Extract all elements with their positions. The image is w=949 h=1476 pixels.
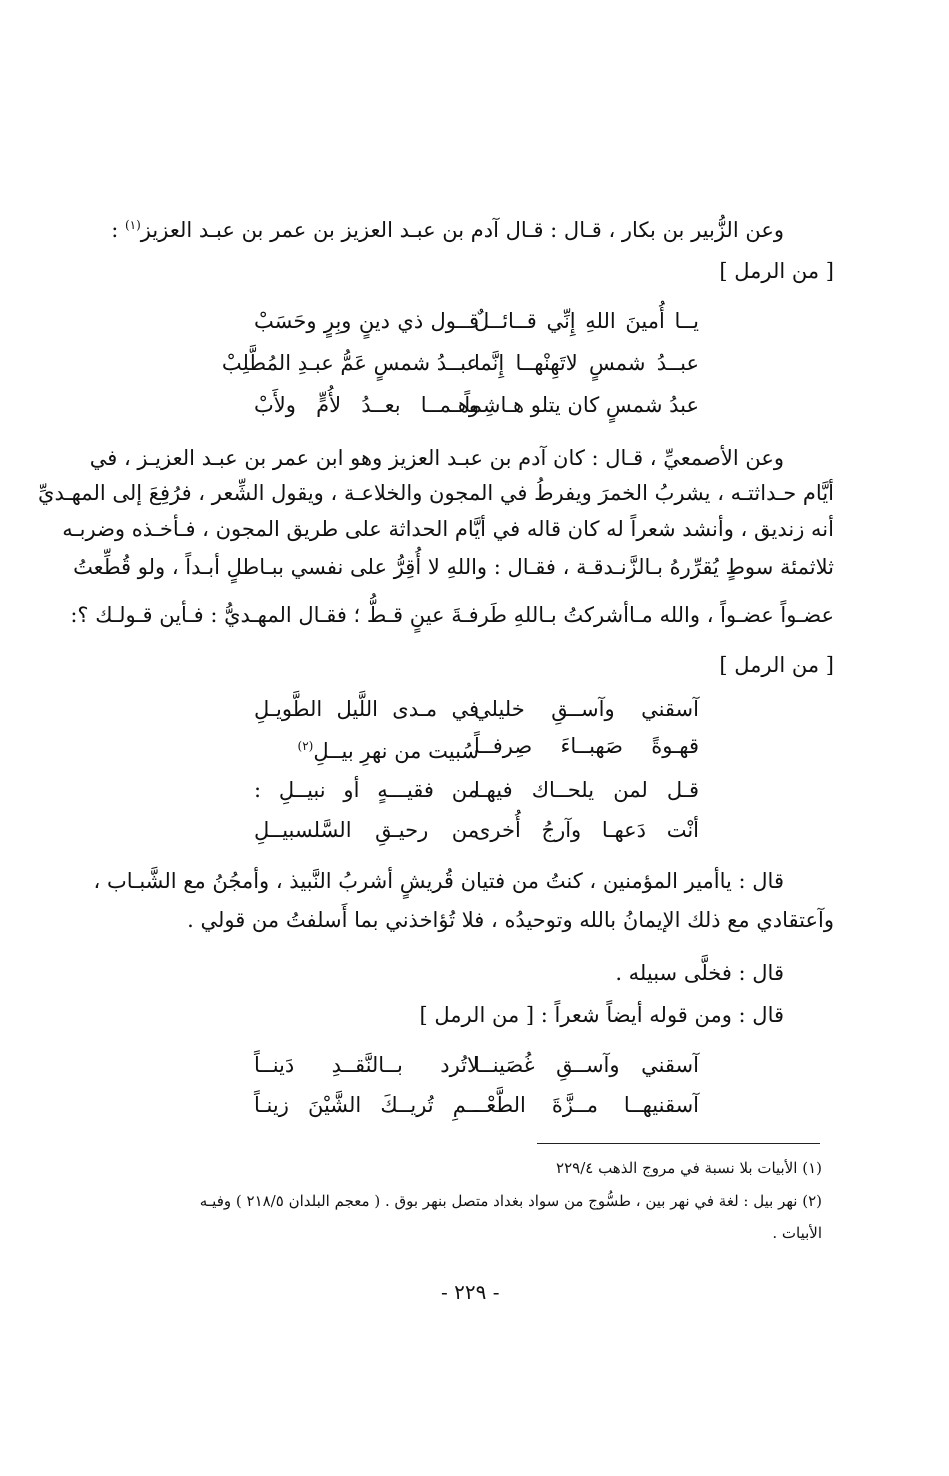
- poem2-hemistich-first: قـل لمن يلحــاك فيهـا: [474, 778, 699, 802]
- poem2-hemistich-second: من رحيـقِ السَّلسبيــلِ: [254, 818, 479, 842]
- poem3-hemistich-second: لاتُرد بــالنَّقــدِ دَينــاً: [254, 1053, 479, 1077]
- poem1-hemistich-second: قــول ذي دينٍ وبِرٍ وحَسَبْ: [254, 309, 479, 333]
- paragraph2-line: ثلاثمئة سوطٍ يُقرِّرهُ بـالزَّنـدقـة ، فقـال : واللهِ لا أُقِرُّ على نفسي ببـاطلٍ أبـداً ، ولو قُطِّعتُ: [73, 555, 834, 579]
- footnote-2: (٢) نهر بيل : لغة في نهر بين ، طسُّوج من سواد بغداد متصل بنهر بوق . ( معجم البلدان ٢١٨/٥ ) وفيـه: [199, 1192, 822, 1210]
- page-number: - ٢٢٩ -: [441, 1280, 500, 1304]
- release-line: قال : فخلَّى سبيله .: [615, 961, 784, 985]
- poem2-hemistich-second: [254, 731, 479, 766]
- poem2-hemistich-first: أنْت دَعهـا وآرجُ أُخرى: [474, 818, 699, 842]
- paragraph1-colon: :: [111, 218, 125, 242]
- poem3-hemistich-first: آسقنيهــا مــزَّةَ الطَّعْــ: [474, 1093, 699, 1117]
- paragraph2-line: وعن الأصمعيِّ ، قـال : كان آدم بن عبـد العزيز وهو ابن عمر بن عبـد العزيـز ، في: [89, 446, 784, 470]
- poem1-hemistich-first: عبــدُ شمسٍ لاتَهِنْهــا إِنَّما: [474, 351, 699, 375]
- poem3-hemistich-first: آسقني وآســقِ غُصَينــا: [474, 1053, 699, 1077]
- poem2-hemistich-first: آسقني وآســقِ خليلي: [474, 697, 699, 721]
- footnote-marker-2: (٢): [297, 739, 314, 753]
- footnote-marker-1: (١): [124, 218, 141, 232]
- paragraph2-line: عضـواً عضـواً ، والله مـاأشركتُ بـاللهِ طَرفـةَ عينٍ قـطُّ ؛ فقـال المهـديُّ : فـأين قـولـك ؟:: [70, 603, 834, 627]
- poem2-hemistich-first: قهـوةً صَهبــاءَ صِرفــاً: [474, 734, 699, 758]
- paragraph1-text: وعن الزُّبير بن بكار ، قـال : قـال آدم بن عبـد العزيز بن عمر بن عبـد العزيز: [140, 218, 784, 242]
- meter-label-1: [ من الرمل ]: [719, 259, 834, 283]
- poem1-hemistich-first: يــا أُمينَ اللهِ إِنِّي قــائــلٌ: [474, 309, 699, 333]
- poem2-verse-text: سُبيت من نهرِ بيــلِ: [313, 739, 479, 763]
- footnote-1: (١) الأبيات بلا نسبة في مروج الذهب ٢٢٩/٤: [556, 1159, 822, 1177]
- poem2-hemistich-second: في مـدى اللَّيل الطَّويـلِ: [254, 697, 479, 721]
- poem1-hemistich-second: وهـمــا بعــدُ لأُمٍّ ولأَبْ: [254, 393, 479, 417]
- paragraph1-line1: [111, 210, 784, 245]
- paragraph2-line: أيَّام حـداثتـه ، يشربُ الخمرَ ويفرطُ في المجون والخلاعـة ، ويقول الشِّعر ، فرُفِعَ إلى المهـديِّ: [38, 481, 834, 505]
- meter-label-2: [ من الرمل ]: [719, 653, 834, 677]
- poem1-hemistich-second: عبــدُ شمسٍ عَمُّ عبـدِ المُطَّلِبْ: [221, 351, 479, 375]
- poem1-hemistich-first: عبدُ شمسٍ كان يتلو هـاشِماً: [464, 393, 699, 417]
- footnote-2-continued: الأبيات .: [772, 1224, 822, 1242]
- paragraph3-line: وآعتقادي مع ذلك الإيمانُ بالله وتوحيدُه ، فلا تُؤاخذني بما أَسلفتُ من قولي .: [187, 908, 834, 932]
- poem3-hemistich-second: ــمِ تُريــكَ الشَّيْنَ زينـاً: [254, 1093, 479, 1117]
- paragraph3-line: قال : ياأمير المؤمنين ، كنتُ من فتيان قُريشٍ أشربُ النَّبيذ ، وأمجُنُ مع الشَّبـاب ،: [93, 869, 784, 893]
- paragraph2-line: أنه زنديق ، وأنشد شعراً له كان قاله في أيَّام الحداثة على طريق المجون ، فـأخـذه وضربـه: [62, 517, 834, 541]
- intro-line-3: قال : ومن قوله أيضاً شعراً : [ من الرمل ]: [419, 1003, 784, 1027]
- footnote-separator: [537, 1143, 820, 1144]
- poem2-hemistich-second: من فقيـــهٍ أو نبيــلِ :: [254, 778, 479, 802]
